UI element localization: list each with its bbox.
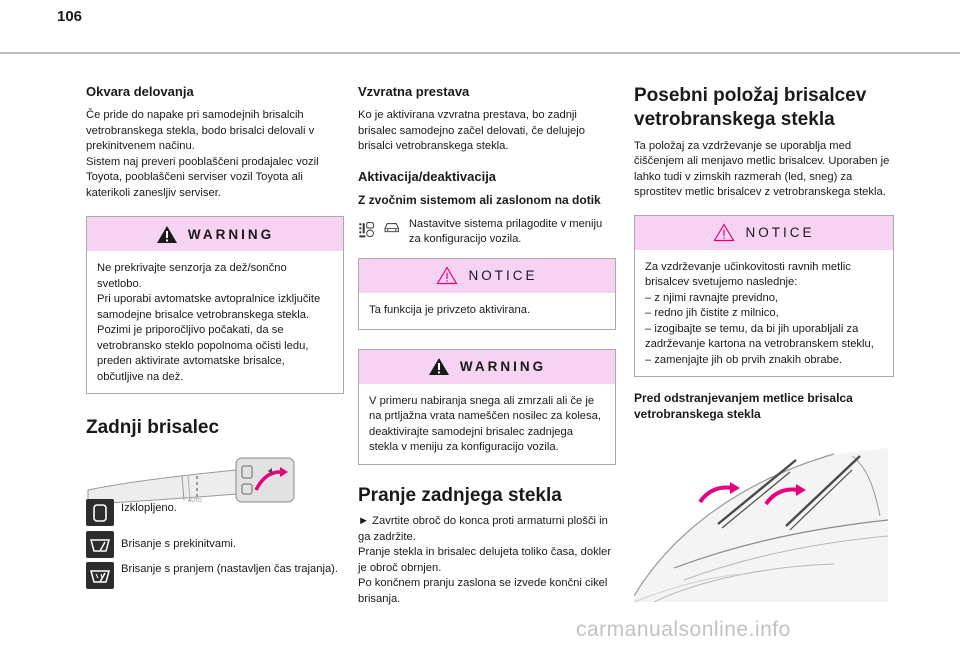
rear-wiper-off-icon	[86, 499, 114, 526]
mode-wash	[86, 562, 338, 589]
rear-wiper-wash-icon	[86, 562, 114, 589]
heading-before-removal: Pred odstranjevanjem metlice brisalca vetrobranskega stekla	[634, 391, 853, 421]
notice-text: Za vzdrževanje učinkovitosti ravnih metlic brisalcev svetujemo naslednje: – z njimi ravnajte previdno, – redno jih čistite z milnico, – izogibajte se temu, da bi jih uporabljali za zadrževanje kartona na vetrobranskem steklu, – zamenjajte jih ob prvih znakih obrabe.	[645, 260, 874, 366]
mode-off-label: Izklopljeno.	[121, 502, 177, 514]
notice-label: NOTICE	[468, 268, 538, 283]
car-icon	[383, 217, 400, 237]
section-title-rear-wash: Pranje zadnjega stekla	[358, 484, 562, 506]
column-1	[86, 84, 344, 521]
watermark: carmanualsonline.info	[576, 618, 791, 641]
column-2	[358, 84, 616, 607]
notice-triangle-icon	[713, 223, 735, 242]
notice-box	[358, 258, 616, 330]
notice-triangle-icon	[436, 266, 458, 285]
settings-text: Nastavitve sistema prilagodite v meniju za konfiguracijo vozila.	[408, 217, 603, 245]
section-title-rear-wiper: Zadnji brisalec	[86, 417, 220, 438]
warning-box	[86, 216, 344, 394]
reverse-gear-text: Ko je aktivirana vzvratna prestava, bo zadnji brisalec samodejno začel delovati, če delujejo brisalci vetrobranskega stekla.	[358, 109, 585, 152]
warning-text: Ne prekrivajte senzorja za dež/sončno svetlobo. Pri uporabi avtomatske avtopralnice izključite samodejne brisalce vetrobranskega stekla. Pozimi je priporočljivo počakati, da se vetrobransko steklo popolnoma očisti ledu, preden aktivirate avtomatske brisalce, občutljive na dež.	[97, 262, 321, 383]
warning-label: WARNING	[187, 226, 275, 242]
heading-reverse-gear: Vzvratna prestava	[358, 84, 470, 99]
warning-box	[358, 349, 616, 465]
malfunction-text: Če pride do napake pri samodejnih brisalcih vetrobranskega stekla, bodo brisalci delovali v prekinitvenem načinu. Sistem naj preveri pooblaščeni prodajalec vozil Toyota, pooblaščeni serviser vozil Toyota ali katerikoli zanesljiv serviser.	[86, 109, 319, 199]
vehicle-settings-icon	[358, 217, 375, 243]
section-title-special-position: Posebni položaj brisalcev vetrobranskega stekla	[634, 85, 867, 130]
settings-row	[358, 217, 616, 248]
mode-wash-label: Brisanje s pranjem (nastavljen čas trajanja).	[121, 563, 339, 575]
rear-wash-text: ► Zavrtite obroč do konca proti armaturni plošči in ga zadržite. Pranje stekla in brisalec delujeta toliko časa, dokler je obroč obrnjen. Po končnem pranju zaslona se izvede končni cikel brisanja.	[358, 515, 612, 605]
svg-text:AUTO: AUTO	[188, 497, 202, 504]
header-rule	[0, 52, 960, 54]
notice-text: Ta funkcija je privzeto aktivirana.	[369, 303, 531, 316]
warning-triangle-icon	[428, 357, 450, 376]
rear-wiper-intermittent-icon	[86, 531, 114, 558]
heading-activation: Aktivacija/deaktivacija	[358, 168, 497, 184]
heading-malfunction: Okvara delovanja	[86, 84, 194, 99]
notice-label: NOTICE	[745, 225, 815, 240]
column-3	[634, 84, 894, 431]
warning-triangle-icon	[156, 225, 178, 244]
notice-box	[634, 215, 894, 378]
mode-intermittent	[86, 531, 236, 558]
mode-intermittent-label: Brisanje s prekinitvami.	[121, 538, 237, 550]
windscreen-wipers-illustration	[634, 446, 888, 602]
heading-audio-system: Z zvočnim sistemom ali zaslonom na dotik	[358, 192, 601, 207]
mode-off	[86, 499, 177, 526]
special-position-text: Ta položaj za vzdrževanje se uporablja med čiščenjem ali menjavo metlic brisalcev. Uporaben je lahko tudi v zimskih razmerah (led, sneg) za sprostitev metlic brisalcev z vetrobranskega stekla.	[634, 139, 890, 198]
warning-text: V primeru nabiranja snega ali zmrzali ali če je na prtljažna vrata nameščen nosilec za kolesa, deaktivirajte samodejni brisalec zadnjega stekla v meniju za konfiguracijo vozila.	[369, 394, 601, 453]
page-number: 106	[57, 8, 83, 25]
warning-label: WARNING	[459, 359, 547, 374]
